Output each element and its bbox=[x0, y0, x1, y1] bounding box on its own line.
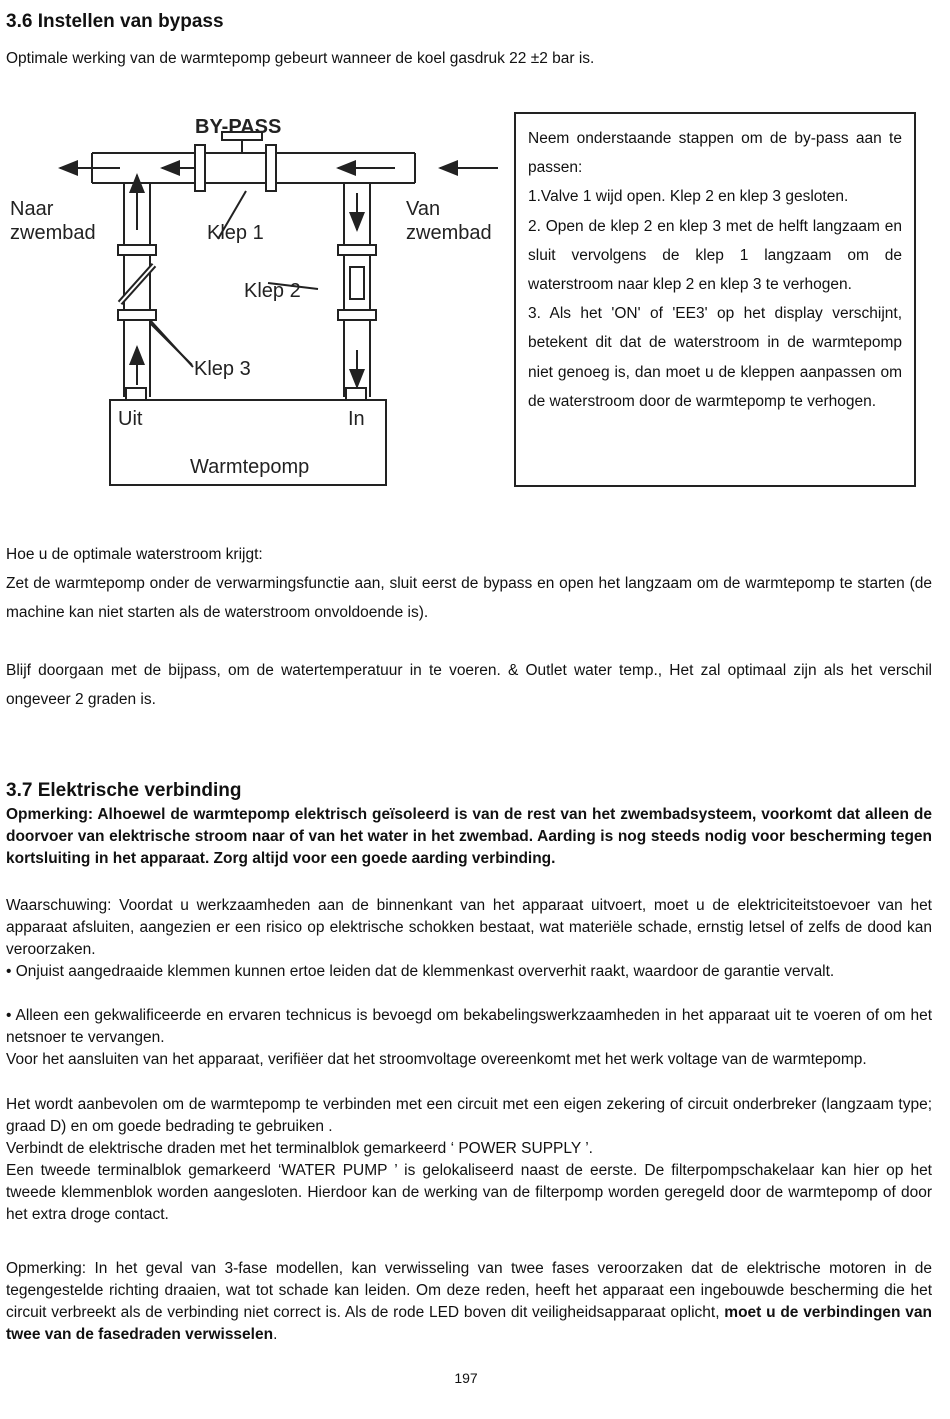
three-phase-note bbox=[6, 1258, 932, 1346]
step-1: 1.Valve 1 wijd open. Klep 2 en klep 3 gesloten. bbox=[528, 188, 849, 206]
electrical-note: Opmerking: Alhoewel de warmtepomp elektrisch geïsoleerd is van de rest van het zwembadsysteem, voorkomt dat alleen de doorvoer van elektrische stroom naar of van het water in het zwembad. Aarding is nog steeds nodig voor bescherming tegen kortsluiting in het apparaat. Zorg altijd voor een goede aarding verbinding. bbox=[6, 806, 932, 867]
bullet-technician: • Alleen een gekwalificeerde en ervaren technicus is bevoegd om bekabelingswerkzaamheden in het apparaat uit te voeren of om het netsnoer te vervangen. bbox=[6, 1007, 932, 1046]
label-klep-2: Klep 2 bbox=[244, 280, 301, 302]
label-warmtepomp: Warmtepomp bbox=[190, 456, 310, 478]
coupling-right bbox=[266, 145, 276, 191]
three-phase-note-text: Opmerking: In het geval van 3-fase modellen, kan verwisseling van twee fases veroorzaken dat de elektrische motoren in de tegengestelde richting draaien, wat tot schade kan leiden. Om deze reden, heeft het apparaat een ingebouwde bescherming die het circuit verbreekt als de verbinding niet correct is. Als de rode LED boven dit veiligheidsapparaat oplicht, bbox=[6, 1260, 932, 1321]
label-klep-1: Klep 1 bbox=[207, 222, 264, 244]
bypass-steps-box bbox=[514, 112, 916, 487]
klep-2-symbol bbox=[350, 267, 364, 299]
label-van-2: zwembad bbox=[406, 222, 492, 244]
label-naar-1: Naar bbox=[10, 198, 54, 220]
bypass-diagram bbox=[0, 105, 505, 497]
flow-paragraph-1: Zet de warmtepomp onder de verwarmingsfunctie aan, sluit eerst de bypass en open het langzaam om de warmtepomp te starten (de machine kan niet starten als de waterstroom onvoldoende is). bbox=[6, 575, 932, 621]
flow-question: Hoe u de optimale waterstroom krijgt: bbox=[6, 546, 263, 563]
water-pump-terminal: Een tweede terminalblok gemarkeerd ‘WATER PUMP ’ is gelokaliseerd naast de eerste. De filterpompschakelaar kan hier op het tweede klemmenblok worden aangesloten. Hierdoor kan de werking van de filterpomp worden geregeld door de warmtepomp of door het extra droge contact. bbox=[6, 1162, 932, 1223]
three-phase-note-end: . bbox=[273, 1326, 278, 1343]
section-3-7-heading: 3.7 Elektrische verbinding bbox=[6, 780, 242, 801]
three-phase-note-bold: moet u de verbindingen van twee van de fasedraden verwisselen bbox=[6, 1304, 932, 1343]
flow-paragraph-2: Blijf doorgaan met de bijpass, om de watertemperatuur in te voeren. & Outlet water temp., Het zal optimaal zijn als het verschil ongeveer 2 graden is. bbox=[6, 662, 932, 708]
label-van-1: Van bbox=[406, 198, 441, 220]
label-in: In bbox=[348, 408, 365, 430]
electrical-warning: Waarschuwing: Voordat u werkzaamheden aan de binnenkant van het apparaat uitvoert, moet u de elektriciteitstoevoer van het apparaat afsluiten, aangezien er een risico op elektrische schokken bestaat, wat materiële schade, ernstig letsel of zelfs de dood kan veroorzaken. bbox=[6, 897, 932, 958]
step-2: 2. Open de klep 2 en klep 3 met de helft langzaam en sluit vervolgens de klep 1 langzaam om de waterstroom naar klep 2 en klep 3 te verhogen. bbox=[528, 217, 902, 294]
page-number: 197 bbox=[454, 1370, 478, 1386]
voltage-check: Voor het aansluiten van het apparaat, verifiëer dat het stroomvoltage overeenkomt met het werk voltage van de warmtepomp. bbox=[6, 1051, 867, 1068]
step-3: 3. Als het 'ON' of 'EE3' op het display verschijnt, betekent dit dat de waterstroom in de warmtepomp niet genoeg is, dan moet u de kleppen aanpassen om de waterstroom door de warmtepomp te verhogen. bbox=[528, 305, 902, 410]
label-uit: Uit bbox=[118, 408, 143, 430]
step-intro: Neem onderstaande stappen om de by-pass aan te passen: bbox=[528, 130, 902, 177]
section-3-6-heading: 3.6 Instellen van bypass bbox=[6, 11, 224, 32]
circuit-recommendation: Het wordt aanbevolen om de warmtepomp te verbinden met een circuit met een eigen zekering of circuit onderbreker (langzaam type; graad D) en om goede bedrading te gebruiken . bbox=[6, 1096, 932, 1135]
label-klep-3: Klep 3 bbox=[194, 358, 251, 380]
section-3-6-intro: Optimale werking van de warmtepomp gebeurt wanneer de koel gasdruk 22 ±2 bar is. bbox=[6, 50, 595, 67]
label-naar-2: zwembad bbox=[10, 222, 96, 244]
bullet-terminals: • Onjuist aangedraaide klemmen kunnen ertoe leiden dat de klemmenkast oververhit raakt, waardoor de garantie vervalt. bbox=[6, 963, 835, 980]
label-bypass: BY-PASS bbox=[195, 116, 282, 138]
power-supply-terminal: Verbindt de elektrische draden met het terminalblok gemarkeerd ‘ POWER SUPPLY ’. bbox=[6, 1140, 593, 1157]
coupling-left bbox=[195, 145, 205, 191]
